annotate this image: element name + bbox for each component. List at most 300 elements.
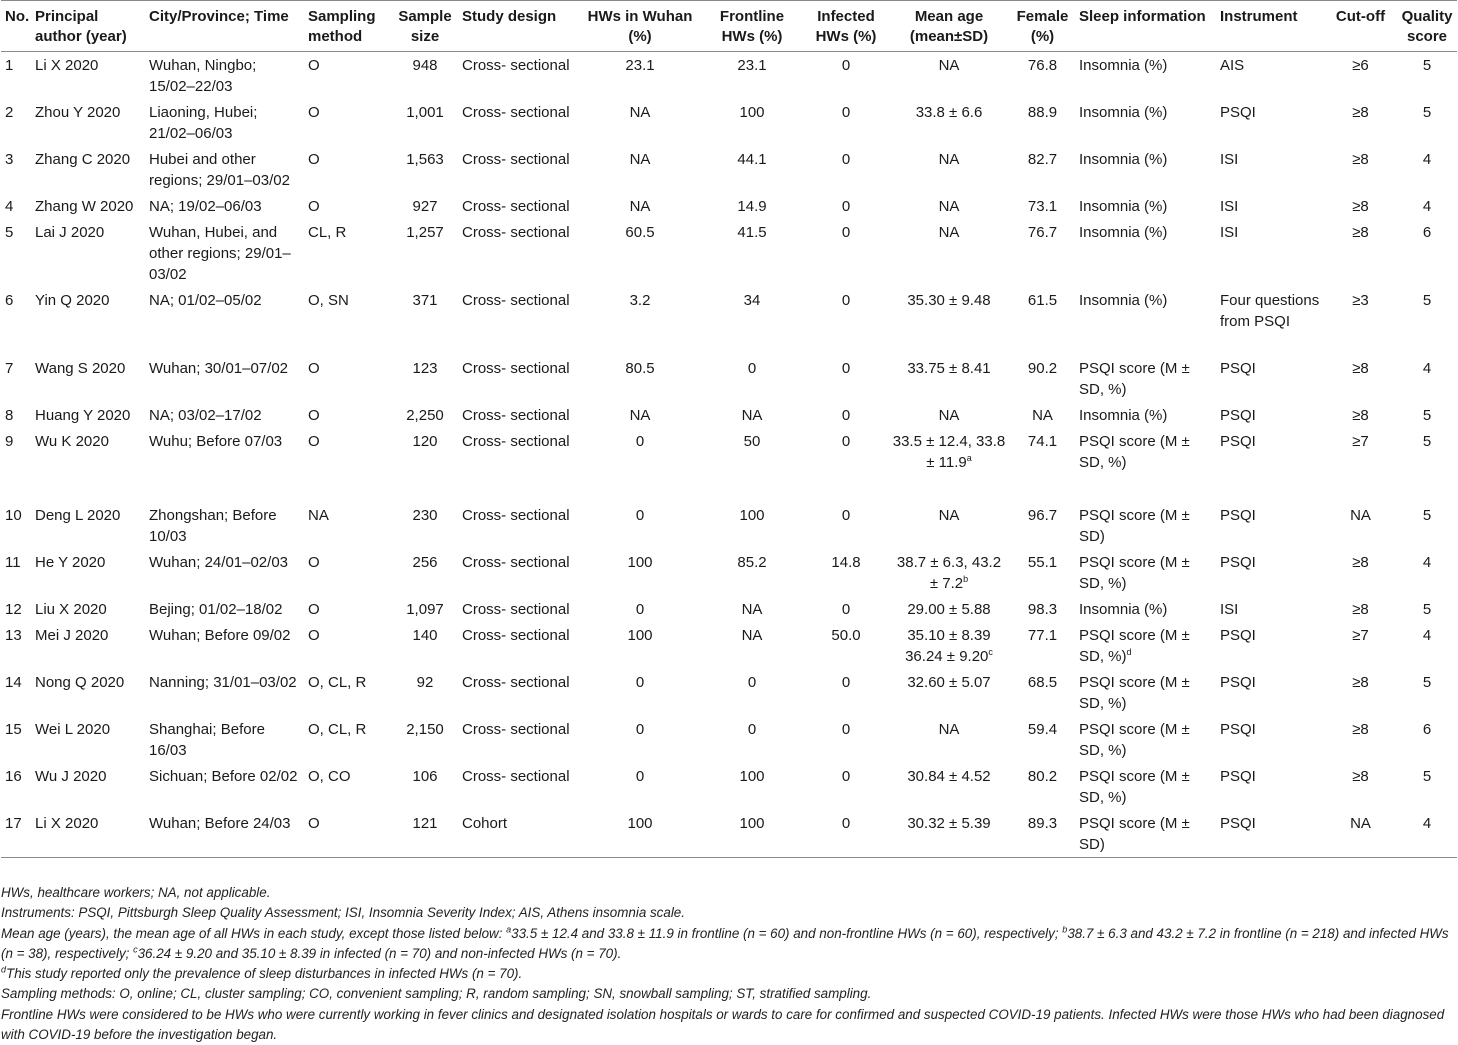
cell-instrument: ISI bbox=[1220, 224, 1239, 241]
cell-frontline: NA bbox=[741, 627, 763, 644]
cell-author: Wei L 2020 bbox=[35, 721, 111, 738]
cell-hws-wuhan: 100 bbox=[627, 627, 653, 644]
table-row bbox=[1, 763, 1457, 810]
cell-hws-wuhan: NA bbox=[629, 104, 651, 121]
cell-no: 4 bbox=[5, 198, 14, 215]
cell-quality: 4 bbox=[1422, 151, 1432, 168]
table-row bbox=[1, 596, 1457, 622]
cell-design: Cross- sectional bbox=[462, 674, 570, 691]
cell-sampling: O bbox=[308, 360, 320, 377]
cell-city: Shanghai; Before 16/03 bbox=[149, 721, 265, 759]
cell-instrument: ISI bbox=[1220, 151, 1239, 168]
cell-sample-size: 2,150 bbox=[406, 721, 444, 738]
cell-mean-age: NA bbox=[938, 151, 960, 168]
footnote-frontline: Frontline HWs were considered to be HWs who were currently working in fever clinics and designated isolation hospitals or wards to care for confirmed and suspected COVID-19 patients. Infected HWs were those HWs who had been diagnosed with COVID-19 before the investigation began. bbox=[1, 1006, 1445, 1043]
cell-sample-size: 371 bbox=[412, 292, 438, 309]
cell-infected: 0 bbox=[841, 151, 851, 168]
cell-female: 89.3 bbox=[1027, 815, 1058, 832]
cell-instrument: PSQI bbox=[1220, 627, 1256, 644]
cell-infected: 0 bbox=[841, 360, 851, 377]
cell-no: 13 bbox=[5, 627, 22, 644]
footnote-d: $^d$This study reported only the prevalence of sleep disturbances in infected HWs (n = 70). bbox=[1, 964, 523, 982]
cell-cutoff: ≥3 bbox=[1352, 292, 1369, 309]
cell-instrument: PSQI bbox=[1220, 674, 1256, 691]
table-row bbox=[1, 193, 1457, 219]
cell-sleep-info: PSQI score (M ± SD) bbox=[1079, 815, 1190, 853]
cell-city: Wuhan; 30/01–07/02 bbox=[149, 360, 289, 377]
cell-frontline: 100 bbox=[739, 507, 765, 524]
cell-author: Zhang C 2020 bbox=[35, 151, 131, 168]
footnote-marker: d bbox=[1126, 647, 1132, 657]
cell-female: NA bbox=[1032, 407, 1053, 424]
cell-frontline: 44.1 bbox=[737, 151, 767, 168]
cell-city: Sichuan; Before 02/02 bbox=[149, 768, 298, 785]
cell-cutoff: ≥8 bbox=[1352, 151, 1369, 168]
column-header: Mean age (mean±SD) bbox=[909, 8, 989, 45]
footnote-sampling: Sampling methods: O, online; CL, cluster sampling; CO, convenient sampling; R, random sampling; SN, snowball sampling; ST, stratified sampling. bbox=[1, 986, 872, 1002]
cell-sleep-info: PSQI score (M ± SD, %) bbox=[1079, 674, 1190, 712]
column-header: Frontline HWs (%) bbox=[719, 8, 785, 45]
cell-hws-wuhan: 80.5 bbox=[625, 360, 655, 377]
cell-mean-age: 29.00 ± 5.88 bbox=[907, 601, 991, 618]
cell-sleep-info: PSQI score (M ± SD, %) bbox=[1079, 360, 1190, 398]
cell-sampling: O bbox=[308, 151, 320, 168]
cell-mean-age: 33.8 ± 6.6 bbox=[915, 104, 983, 121]
cell-female: 82.7 bbox=[1027, 151, 1058, 168]
cell-hws-wuhan: 0 bbox=[635, 433, 645, 450]
footnote-marker: c bbox=[988, 647, 993, 657]
cell-hws-wuhan: NA bbox=[629, 151, 651, 168]
cell-quality: 4 bbox=[1422, 554, 1432, 571]
cell-city: Wuhan; Before 09/02 bbox=[149, 627, 291, 644]
cell-infected: 0 bbox=[841, 104, 851, 121]
table-row bbox=[1, 52, 1457, 100]
table-body bbox=[1, 52, 1457, 858]
cell-female: 76.8 bbox=[1027, 57, 1058, 74]
table-row bbox=[1, 428, 1457, 502]
cell-sampling: O bbox=[308, 104, 320, 121]
cell-sample-size: 1,563 bbox=[406, 151, 444, 168]
table-row bbox=[1, 287, 1457, 355]
cell-infected: 0 bbox=[841, 674, 851, 691]
cell-city: NA; 03/02–17/02 bbox=[149, 407, 262, 424]
cell-quality: 4 bbox=[1422, 815, 1432, 832]
cell-city: Hubei and other regions; 29/01–03/02 bbox=[149, 151, 290, 189]
cell-sampling: O, CL, R bbox=[308, 674, 367, 691]
cell-mean-age: 32.60 ± 5.07 bbox=[907, 674, 991, 691]
cell-frontline: 100 bbox=[739, 768, 765, 785]
cell-mean-age: 33.5 ± 12.4, 33.8 ± 11.9$^a$ bbox=[892, 433, 1006, 471]
cell-sample-size: 92 bbox=[416, 674, 434, 691]
cell-quality: 5 bbox=[1422, 57, 1432, 74]
cell-instrument: PSQI bbox=[1220, 815, 1256, 832]
cell-mean-age: 30.32 ± 5.39 bbox=[907, 815, 991, 832]
cell-hws-wuhan: NA bbox=[629, 198, 651, 215]
cell-cutoff: ≥6 bbox=[1352, 57, 1369, 74]
cell-sleep-info: Insomnia (%) bbox=[1079, 57, 1168, 74]
cell-mean-age: 30.84 ± 4.52 bbox=[907, 768, 991, 785]
cell-sleep-info: Insomnia (%) bbox=[1079, 292, 1168, 309]
cell-cutoff: NA bbox=[1350, 815, 1371, 832]
cell-hws-wuhan: 0 bbox=[635, 721, 645, 738]
cell-design: Cross- sectional bbox=[462, 407, 570, 424]
cell-design: Cross- sectional bbox=[462, 554, 570, 571]
cell-no: 11 bbox=[5, 554, 21, 571]
cell-design: Cohort bbox=[462, 815, 508, 832]
column-header: Cut-off bbox=[1335, 8, 1386, 25]
cell-hws-wuhan: 100 bbox=[627, 554, 653, 571]
cell-cutoff: ≥8 bbox=[1352, 198, 1369, 215]
cell-sampling: O bbox=[308, 554, 320, 571]
cell-sampling: O bbox=[308, 198, 320, 215]
cell-infected: 0 bbox=[841, 601, 851, 618]
cell-design: Cross- sectional bbox=[462, 151, 570, 168]
cell-city: Bejing; 01/02–18/02 bbox=[149, 601, 283, 618]
cell-infected: 0 bbox=[841, 815, 851, 832]
cell-city: Wuhan; 24/01–02/03 bbox=[149, 554, 289, 571]
cell-sample-size: 1,257 bbox=[406, 224, 444, 241]
cell-no: 12 bbox=[5, 601, 22, 618]
cell-cutoff: ≥7 bbox=[1352, 627, 1369, 644]
cell-frontline: 0 bbox=[747, 721, 757, 738]
cell-design: Cross- sectional bbox=[462, 104, 570, 121]
cell-sampling: O, SN bbox=[308, 292, 349, 309]
cell-quality: 5 bbox=[1422, 768, 1432, 785]
table-row bbox=[1, 402, 1457, 428]
table-row bbox=[1, 146, 1457, 193]
cell-quality: 5 bbox=[1422, 674, 1432, 691]
cell-quality: 4 bbox=[1422, 198, 1432, 215]
cell-no: 16 bbox=[5, 768, 22, 785]
cell-instrument: PSQI bbox=[1220, 768, 1256, 785]
cell-mean-age: NA bbox=[938, 721, 960, 738]
cell-female: 96.7 bbox=[1027, 507, 1058, 524]
cell-city: Zhongshan; Before 10/03 bbox=[149, 507, 277, 545]
column-header: Sampling method bbox=[308, 8, 376, 45]
cell-frontline: 85.2 bbox=[737, 554, 767, 571]
cell-sampling: O bbox=[308, 407, 320, 424]
cell-author: Nong Q 2020 bbox=[35, 674, 125, 691]
cell-sample-size: 1,001 bbox=[406, 104, 444, 121]
cell-female: 59.4 bbox=[1027, 721, 1058, 738]
cell-frontline: 0 bbox=[747, 674, 757, 691]
cell-author: Wu K 2020 bbox=[35, 433, 109, 450]
cell-city: NA; 19/02–06/03 bbox=[149, 198, 262, 215]
cell-design: Cross- sectional bbox=[462, 601, 570, 618]
cell-quality: 6 bbox=[1422, 721, 1432, 738]
cell-mean-age: 38.7 ± 6.3, 43.2 ± 7.2$^b$ bbox=[896, 554, 1002, 592]
column-header: City/Province; Time bbox=[149, 8, 289, 25]
cell-sleep-info: Insomnia (%) bbox=[1079, 198, 1168, 215]
cell-no: 6 bbox=[5, 292, 14, 309]
cell-female: 68.5 bbox=[1027, 674, 1058, 691]
cell-design: Cross- sectional bbox=[462, 292, 570, 309]
cell-female: 74.1 bbox=[1027, 433, 1058, 450]
cell-sampling: CL, R bbox=[308, 224, 347, 241]
cell-sleep-info: Insomnia (%) bbox=[1079, 224, 1168, 241]
cell-quality: 6 bbox=[1422, 224, 1432, 241]
cell-quality: 5 bbox=[1422, 104, 1432, 121]
cell-no: 1 bbox=[5, 57, 14, 74]
cell-frontline: 41.5 bbox=[737, 224, 767, 241]
table-row bbox=[1, 502, 1457, 549]
footnote-abbreviations: HWs, healthcare workers; NA, not applicable. bbox=[1, 885, 271, 900]
cell-no: 2 bbox=[5, 104, 14, 121]
cell-author: Li X 2020 bbox=[35, 57, 99, 74]
footnote-marker: b bbox=[963, 574, 969, 584]
cell-sampling: O bbox=[308, 433, 320, 450]
cell-sleep-info: Insomnia (%) bbox=[1079, 407, 1168, 424]
cell-hws-wuhan: 0 bbox=[635, 601, 645, 618]
cell-sample-size: 140 bbox=[412, 627, 438, 644]
cell-no: 9 bbox=[5, 433, 14, 450]
column-header: Principal author (year) bbox=[35, 8, 127, 45]
cell-sample-size: 948 bbox=[412, 57, 438, 74]
cell-design: Cross- sectional bbox=[462, 507, 570, 524]
cell-quality: 5 bbox=[1422, 507, 1432, 524]
cell-design: Cross- sectional bbox=[462, 627, 570, 644]
cell-quality: 4 bbox=[1422, 627, 1432, 644]
cell-sampling: O bbox=[308, 627, 320, 644]
cell-mean-age: NA bbox=[938, 507, 960, 524]
cell-mean-age: 35.30 ± 9.48 bbox=[907, 292, 991, 309]
footnote-marker: a bbox=[966, 453, 972, 463]
cell-frontline: NA bbox=[741, 601, 763, 618]
cell-design: Cross- sectional bbox=[462, 224, 570, 241]
cell-sample-size: 120 bbox=[412, 433, 438, 450]
cell-cutoff: ≥8 bbox=[1352, 224, 1369, 241]
cell-no: 14 bbox=[5, 674, 22, 691]
cell-sleep-info: PSQI score (M ± SD, %) bbox=[1079, 433, 1190, 471]
cell-female: 80.2 bbox=[1027, 768, 1058, 785]
cell-author: Wang S 2020 bbox=[35, 360, 126, 377]
cell-infected: 0 bbox=[841, 507, 851, 524]
cell-cutoff: NA bbox=[1350, 507, 1371, 524]
footnote-mean-age: Mean age (years), the mean age of all HWs in each study, except those listed below: $^a$33.5 ± 12.4 and 33.8 ± 11.9 in frontline (n = 60) and non-frontline HWs (n = 60), respectively; $^b$38.7 ± 6.3 and 43.2 ± 7.2 in frontline (n = 218) and infected HWs (n = 38), respectively; $^c$36.24 ± 9.20 and 35.10 ± 8.39 in infected (n = 70) and non-infected HWs (n = 70). bbox=[1, 924, 1449, 961]
cell-infected: 0 bbox=[841, 721, 851, 738]
cell-frontline: NA bbox=[741, 407, 763, 424]
cell-mean-age: NA bbox=[938, 198, 960, 215]
cell-hws-wuhan: 23.1 bbox=[625, 57, 655, 74]
cell-author: Deng L 2020 bbox=[35, 507, 121, 524]
column-header: Infected HWs (%) bbox=[815, 8, 877, 45]
cell-instrument: ISI bbox=[1220, 198, 1239, 215]
cell-frontline: 14.9 bbox=[737, 198, 767, 215]
cell-instrument: AIS bbox=[1220, 57, 1245, 74]
table-row bbox=[1, 99, 1457, 146]
cell-sleep-info: Insomnia (%) bbox=[1079, 104, 1168, 121]
cell-design: Cross- sectional bbox=[462, 360, 570, 377]
header-row bbox=[1, 1, 1457, 52]
cell-mean-age: 35.10 ± 8.39 36.24 ± 9.20$^c$ bbox=[905, 627, 993, 665]
cell-sample-size: 2,250 bbox=[406, 407, 444, 424]
table-row bbox=[1, 622, 1457, 669]
cell-sample-size: 256 bbox=[412, 554, 438, 571]
cell-sleep-info: Insomnia (%) bbox=[1079, 601, 1168, 618]
cell-sample-size: 927 bbox=[412, 198, 438, 215]
cell-author: Zhou Y 2020 bbox=[35, 104, 121, 121]
cell-instrument: Four questions from PSQI bbox=[1220, 292, 1320, 330]
cell-author: Yin Q 2020 bbox=[35, 292, 110, 309]
cell-mean-age: NA bbox=[938, 407, 960, 424]
cell-hws-wuhan: 0 bbox=[635, 768, 645, 785]
cell-no: 17 bbox=[5, 815, 22, 832]
cell-quality: 5 bbox=[1422, 292, 1432, 309]
cell-design: Cross- sectional bbox=[462, 198, 570, 215]
table-row bbox=[1, 219, 1457, 287]
cell-city: NA; 01/02–05/02 bbox=[149, 292, 262, 309]
table-row bbox=[1, 716, 1457, 763]
cell-frontline: 100 bbox=[739, 104, 765, 121]
cell-city: Wuhu; Before 07/03 bbox=[149, 433, 283, 450]
cell-quality: 5 bbox=[1422, 601, 1432, 618]
cell-author: Huang Y 2020 bbox=[35, 407, 131, 424]
cell-author: Zhang W 2020 bbox=[35, 198, 134, 215]
cell-sampling: O bbox=[308, 57, 320, 74]
cell-sample-size: 106 bbox=[412, 768, 438, 785]
cell-cutoff: ≥8 bbox=[1352, 554, 1369, 571]
table-row bbox=[1, 810, 1457, 858]
cell-female: 76.7 bbox=[1027, 224, 1058, 241]
studies-table bbox=[1, 0, 1457, 858]
cell-mean-age: NA bbox=[938, 224, 960, 241]
cell-design: Cross- sectional bbox=[462, 57, 570, 74]
cell-no: 10 bbox=[5, 507, 22, 524]
cell-sample-size: 1,097 bbox=[406, 601, 444, 618]
column-header: Sample size bbox=[398, 8, 452, 45]
cell-author: He Y 2020 bbox=[35, 554, 106, 571]
cell-instrument: ISI bbox=[1220, 601, 1239, 618]
cell-infected: 0 bbox=[841, 407, 851, 424]
column-header: Study design bbox=[462, 8, 557, 25]
cell-sleep-info: PSQI score (M ± SD, %) bbox=[1079, 554, 1190, 592]
cell-instrument: PSQI bbox=[1220, 721, 1256, 738]
cell-city: Wuhan; Before 24/03 bbox=[149, 815, 291, 832]
cell-infected: 0 bbox=[841, 57, 851, 74]
cell-cutoff: ≥7 bbox=[1352, 433, 1369, 450]
cell-city: Nanning; 31/01–03/02 bbox=[149, 674, 297, 691]
cell-infected: 14.8 bbox=[831, 554, 861, 571]
cell-sample-size: 230 bbox=[412, 507, 438, 524]
cell-cutoff: ≥8 bbox=[1352, 674, 1369, 691]
cell-author: Li X 2020 bbox=[35, 815, 99, 832]
cell-infected: 0 bbox=[841, 433, 851, 450]
column-header: No. bbox=[5, 8, 30, 25]
cell-author: Wu J 2020 bbox=[35, 768, 107, 785]
cell-frontline: 0 bbox=[747, 360, 757, 377]
cell-quality: 5 bbox=[1422, 407, 1432, 424]
cell-instrument: PSQI bbox=[1220, 554, 1256, 571]
cell-sampling: O, CO bbox=[308, 768, 351, 785]
table-row bbox=[1, 669, 1457, 716]
cell-frontline: 34 bbox=[743, 292, 761, 309]
cell-cutoff: ≥8 bbox=[1352, 360, 1369, 377]
cell-cutoff: ≥8 bbox=[1352, 104, 1369, 121]
cell-city: Liaoning, Hubei; 21/02–06/03 bbox=[149, 104, 258, 142]
cell-infected: 0 bbox=[841, 224, 851, 241]
cell-mean-age: 33.75 ± 8.41 bbox=[907, 360, 991, 377]
table-header bbox=[1, 1, 1457, 52]
cell-author: Lai J 2020 bbox=[35, 224, 105, 241]
cell-no: 7 bbox=[5, 360, 14, 377]
cell-cutoff: ≥8 bbox=[1352, 601, 1369, 618]
table-footnotes bbox=[1, 883, 1455, 1045]
cell-instrument: PSQI bbox=[1220, 104, 1256, 121]
cell-female: 98.3 bbox=[1027, 601, 1058, 618]
cell-sleep-info: PSQI score (M ± SD, %) bbox=[1079, 721, 1190, 759]
cell-quality: 5 bbox=[1422, 433, 1432, 450]
table-row bbox=[1, 355, 1457, 402]
cell-sleep-info: PSQI score (M ± SD, %)$^d$ bbox=[1079, 627, 1190, 665]
cell-infected: 0 bbox=[841, 198, 851, 215]
cell-cutoff: ≥8 bbox=[1352, 407, 1369, 424]
cell-hws-wuhan: 60.5 bbox=[625, 224, 655, 241]
cell-sampling: O bbox=[308, 601, 320, 618]
cell-design: Cross- sectional bbox=[462, 768, 570, 785]
cell-hws-wuhan: 3.2 bbox=[629, 292, 651, 309]
cell-infected: 50.0 bbox=[831, 627, 861, 644]
cell-instrument: PSQI bbox=[1220, 407, 1256, 424]
column-header: Sleep information bbox=[1079, 8, 1206, 25]
cell-design: Cross- sectional bbox=[462, 433, 570, 450]
cell-sleep-info: PSQI score (M ± SD) bbox=[1079, 507, 1190, 545]
cell-no: 3 bbox=[5, 151, 14, 168]
cell-female: 77.1 bbox=[1027, 627, 1058, 644]
cell-city: Wuhan, Hubei, and other regions; 29/01–03/02 bbox=[149, 224, 291, 283]
column-header: Quality score bbox=[1401, 8, 1453, 45]
cell-sampling: O bbox=[308, 815, 320, 832]
cell-female: 73.1 bbox=[1027, 198, 1058, 215]
table-row bbox=[1, 549, 1457, 596]
cell-hws-wuhan: 0 bbox=[635, 674, 645, 691]
cell-female: 90.2 bbox=[1027, 360, 1058, 377]
cell-hws-wuhan: 100 bbox=[627, 815, 653, 832]
cell-female: 88.9 bbox=[1027, 104, 1058, 121]
cell-sample-size: 123 bbox=[412, 360, 438, 377]
column-header: Female (%) bbox=[1016, 8, 1069, 45]
cell-no: 15 bbox=[5, 721, 22, 738]
cell-cutoff: ≥8 bbox=[1352, 721, 1369, 738]
column-header: Instrument bbox=[1220, 8, 1298, 25]
cell-instrument: PSQI bbox=[1220, 433, 1256, 450]
cell-frontline: 100 bbox=[739, 815, 765, 832]
cell-cutoff: ≥8 bbox=[1352, 768, 1369, 785]
cell-instrument: PSQI bbox=[1220, 507, 1256, 524]
footnote-instruments: Instruments: PSQI, Pittsburgh Sleep Quality Assessment; ISI, Insomnia Severity Index; AIS, Athens insomnia scale. bbox=[1, 905, 685, 921]
cell-sampling: NA bbox=[308, 507, 329, 524]
cell-sleep-info: PSQI score (M ± SD, %) bbox=[1079, 768, 1190, 806]
cell-author: Liu X 2020 bbox=[35, 601, 107, 618]
cell-infected: 0 bbox=[841, 768, 851, 785]
cell-no: 5 bbox=[5, 224, 14, 241]
cell-hws-wuhan: NA bbox=[629, 407, 651, 424]
cell-female: 61.5 bbox=[1027, 292, 1058, 309]
cell-sleep-info: Insomnia (%) bbox=[1079, 151, 1168, 168]
cell-mean-age: NA bbox=[938, 57, 960, 74]
cell-city: Wuhan, Ningbo; 15/02–22/03 bbox=[149, 57, 257, 95]
cell-instrument: PSQI bbox=[1220, 360, 1256, 377]
cell-hws-wuhan: 0 bbox=[635, 507, 645, 524]
cell-author: Mei J 2020 bbox=[35, 627, 109, 644]
column-header: HWs in Wuhan (%) bbox=[587, 8, 693, 45]
cell-frontline: 50 bbox=[743, 433, 761, 450]
cell-frontline: 23.1 bbox=[737, 57, 767, 74]
cell-female: 55.1 bbox=[1027, 554, 1058, 571]
cell-sample-size: 121 bbox=[412, 815, 438, 832]
cell-quality: 4 bbox=[1422, 360, 1432, 377]
cell-no: 8 bbox=[5, 407, 14, 424]
cell-infected: 0 bbox=[841, 292, 851, 309]
